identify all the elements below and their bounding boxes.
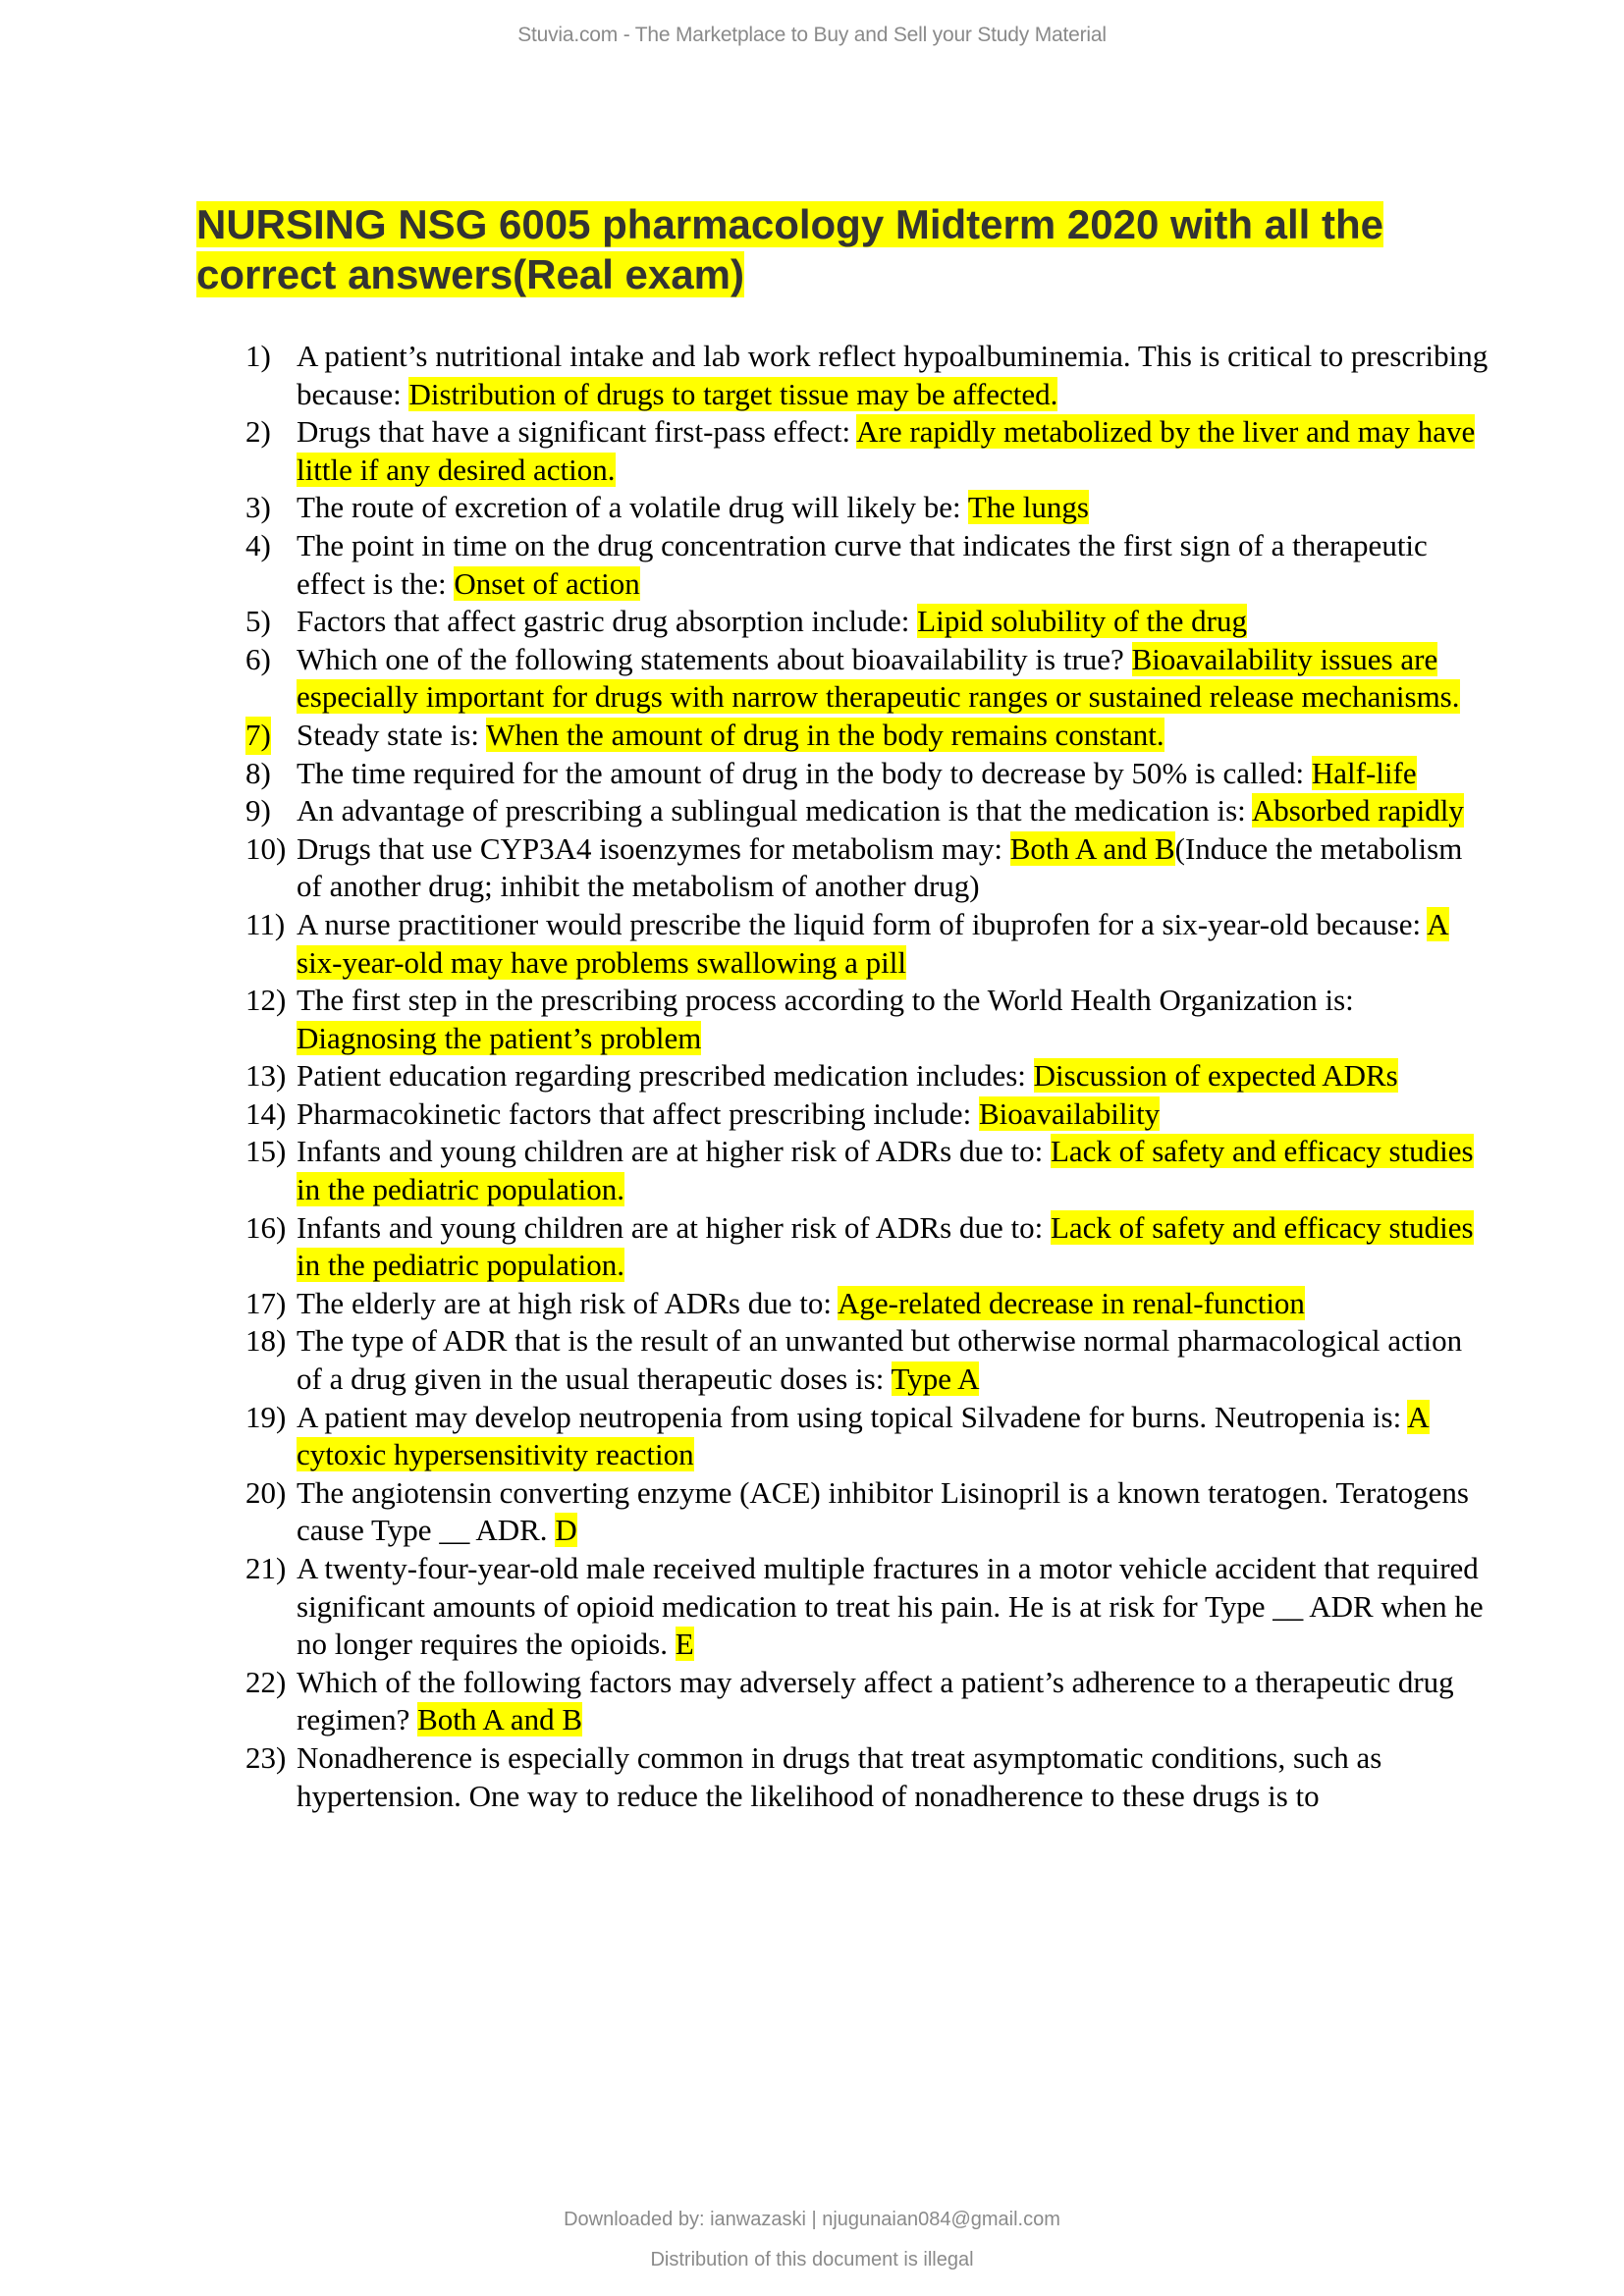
- highlighted-answer: A six-year-old may have problems swallowing a pill: [297, 906, 1449, 980]
- question-text: Factors that affect gastric drug absorption include:: [297, 604, 918, 639]
- distribution-notice-footer: Distribution of this document is illegal: [650, 2249, 974, 2270]
- question-item: [245, 1322, 1492, 1398]
- question-text: A twenty-four-year-old male received multiple fractures in a motor vehicle accident that required significant amounts of opioid medication to treat his pain. He is at risk for Type __ ADR when he no longer requires the opioids.: [297, 1551, 1484, 1662]
- title-course-code: NURSING NSG 6005 pharmacology: [196, 201, 885, 247]
- question-item: [245, 1209, 1492, 1285]
- question-number: 21): [245, 1551, 287, 1585]
- question-text: Which of the following factors may adversely affect a patient’s adherence to a therapeutic drug regimen?: [297, 1664, 1454, 1737]
- question-number: 13): [245, 1058, 287, 1094]
- highlighted-answer: E: [675, 1627, 694, 1662]
- question-item: [245, 413, 1492, 489]
- highlighted-answer: Half-life: [1311, 755, 1417, 790]
- question-number: 22): [245, 1664, 287, 1699]
- question-item: [245, 338, 1492, 413]
- question-item: [245, 1664, 1492, 1739]
- question-item: [245, 1399, 1492, 1474]
- question-text: Which one of the following statements about bioavailability is true?: [297, 641, 1132, 676]
- question-item: [245, 982, 1492, 1057]
- downloaded-by-footer: Downloaded by: ianwazaski | njugunaian084@gmail.com: [564, 2209, 1060, 2230]
- highlighted-answer: Bioavailability issues are especially important for drugs with narrow therapeutic ranges or sustained release mechanisms.: [297, 641, 1460, 715]
- question-number: 10): [245, 830, 287, 866]
- question-number: 7): [245, 717, 271, 755]
- question-text: A patient’s nutritional intake and lab work reflect hypoalbuminemia. This is critical to prescribing because:: [297, 339, 1489, 411]
- question-number: 16): [245, 1209, 287, 1245]
- question-number: 5): [245, 604, 271, 639]
- question-number: 15): [245, 1134, 287, 1169]
- question-text: Infants and young children are at higher risk of ADRs due to:: [297, 1209, 1051, 1245]
- question-list: [245, 338, 1492, 1815]
- question-item: [245, 527, 1492, 603]
- question-item: [245, 1133, 1492, 1208]
- question-text: An advantage of prescribing a sublingual medication is that the medication is:: [297, 793, 1252, 828]
- question-number: 20): [245, 1474, 287, 1510]
- highlighted-answer: The lungs: [967, 490, 1089, 525]
- question-text: The route of excretion of a volatile drug will likely be:: [297, 490, 968, 525]
- question-number: 19): [245, 1399, 287, 1434]
- question-number: 2): [245, 414, 271, 450]
- highlighted-answer: Lack of safety and efficacy studies in the pediatric population.: [297, 1209, 1474, 1283]
- question-text: The point in time on the drug concentration curve that indicates the first sign of a therapeutic effect is the:: [297, 527, 1428, 601]
- question-number: 17): [245, 1285, 287, 1320]
- question-number: 4): [245, 527, 271, 562]
- highlighted-answer: A cytoxic hypersensitivity reaction: [297, 1399, 1430, 1472]
- highlighted-answer: When the amount of drug in the body remains constant.: [486, 717, 1164, 752]
- highlighted-answer: Both A and B: [417, 1702, 583, 1737]
- question-number: 14): [245, 1095, 287, 1131]
- highlighted-answer: Both A and B: [1009, 830, 1175, 866]
- question-number: 1): [245, 339, 271, 373]
- highlighted-answer: Type A: [891, 1362, 980, 1397]
- highlighted-answer: Age-related decrease in renal-function: [838, 1285, 1305, 1320]
- question-number: 18): [245, 1323, 287, 1359]
- highlighted-answer: Lack of safety and efficacy studies in the pediatric population.: [297, 1134, 1474, 1207]
- question-text: The elderly are at high risk of ADRs due to:: [297, 1285, 838, 1320]
- question-text: A patient may develop neutropenia from using topical Silvadene for burns. Neutropenia is:: [297, 1399, 1408, 1434]
- question-item: [245, 489, 1492, 527]
- question-number: 11): [245, 906, 286, 941]
- question-item: [245, 1285, 1492, 1323]
- question-item: [245, 1057, 1492, 1095]
- question-item: [245, 1095, 1492, 1134]
- question-text: Drugs that have a significant first-pass effect:: [297, 414, 857, 450]
- question-number: 12): [245, 983, 287, 1018]
- question-number: 3): [245, 490, 271, 525]
- question-text: The time required for the amount of drug in the body to decrease by 50% is called:: [297, 755, 1312, 790]
- question-text: The first step in the prescribing process according to the World Health Organization is:: [297, 983, 1354, 1018]
- question-item: [245, 830, 1492, 906]
- question-item: [245, 1550, 1492, 1664]
- question-text: Infants and young children are at higher risk of ADRs due to:: [297, 1134, 1051, 1169]
- question-number: 8): [245, 755, 271, 790]
- highlighted-answer: Absorbed rapidly: [1251, 793, 1464, 828]
- question-item: [245, 755, 1492, 793]
- highlighted-answer: Diagnosing the patient’s problem: [297, 1020, 702, 1055]
- question-text: Pharmacokinetic factors that affect prescribing include:: [297, 1095, 979, 1131]
- question-text: The type of ADR that is the result of an unwanted but otherwise normal pharmacological action of a drug given in the usual therapeutic doses is:: [297, 1323, 1463, 1397]
- question-item: [245, 906, 1492, 982]
- document-title: [196, 199, 1473, 299]
- question-item: [245, 603, 1492, 641]
- question-text: A nurse practitioner would prescribe the liquid form of ibuprofen for a six-year-old because:: [297, 906, 1428, 941]
- question-item: [245, 641, 1492, 717]
- highlighted-answer: Lipid solubility of the drug: [917, 604, 1247, 639]
- question-number: 23): [245, 1739, 287, 1775]
- highlighted-answer: Discussion of expected ADRs: [1033, 1058, 1398, 1094]
- highlighted-answer: Onset of action: [454, 565, 640, 601]
- answer-explanation: (Induce the metabolism of another drug; inhibit the metabolism of another drug): [297, 830, 1463, 904]
- question-number: 9): [245, 793, 271, 828]
- question-number: 6): [245, 641, 271, 676]
- highlighted-answer: Are rapidly metabolized by the liver and may have little if any desired action.: [297, 414, 1476, 487]
- title-subtitle: Midterm 2020 with all the correct answers(Real exam): [196, 201, 1384, 297]
- question-text: The angiotensin converting enzyme (ACE) inhibitor Lisinopril is a known teratogen. Teratogens cause Type __ ADR.: [297, 1474, 1469, 1548]
- highlighted-answer: Distribution of drugs to target tissue may be affected.: [408, 376, 1058, 411]
- question-text: Steady state is:: [297, 717, 487, 752]
- stuvia-watermark-header: Stuvia.com - The Marketplace to Buy and Sell your Study Material: [517, 24, 1107, 46]
- highlighted-answer: Bioavailability: [978, 1095, 1161, 1131]
- question-text: Drugs that use CYP3A4 isoenzymes for metabolism may:: [297, 830, 1010, 866]
- question-item: [245, 1739, 1492, 1815]
- question-item: [245, 717, 1492, 755]
- question-text: Nonadherence is especially common in drugs that treat asymptomatic conditions, such as hypertension. One way to reduce the likelihood of nonadherence to these drugs is to: [297, 1739, 1382, 1813]
- question-item: [245, 792, 1492, 830]
- question-item: [245, 1474, 1492, 1550]
- highlighted-answer: D: [555, 1513, 577, 1548]
- question-text: Patient education regarding prescribed medication includes:: [297, 1058, 1034, 1094]
